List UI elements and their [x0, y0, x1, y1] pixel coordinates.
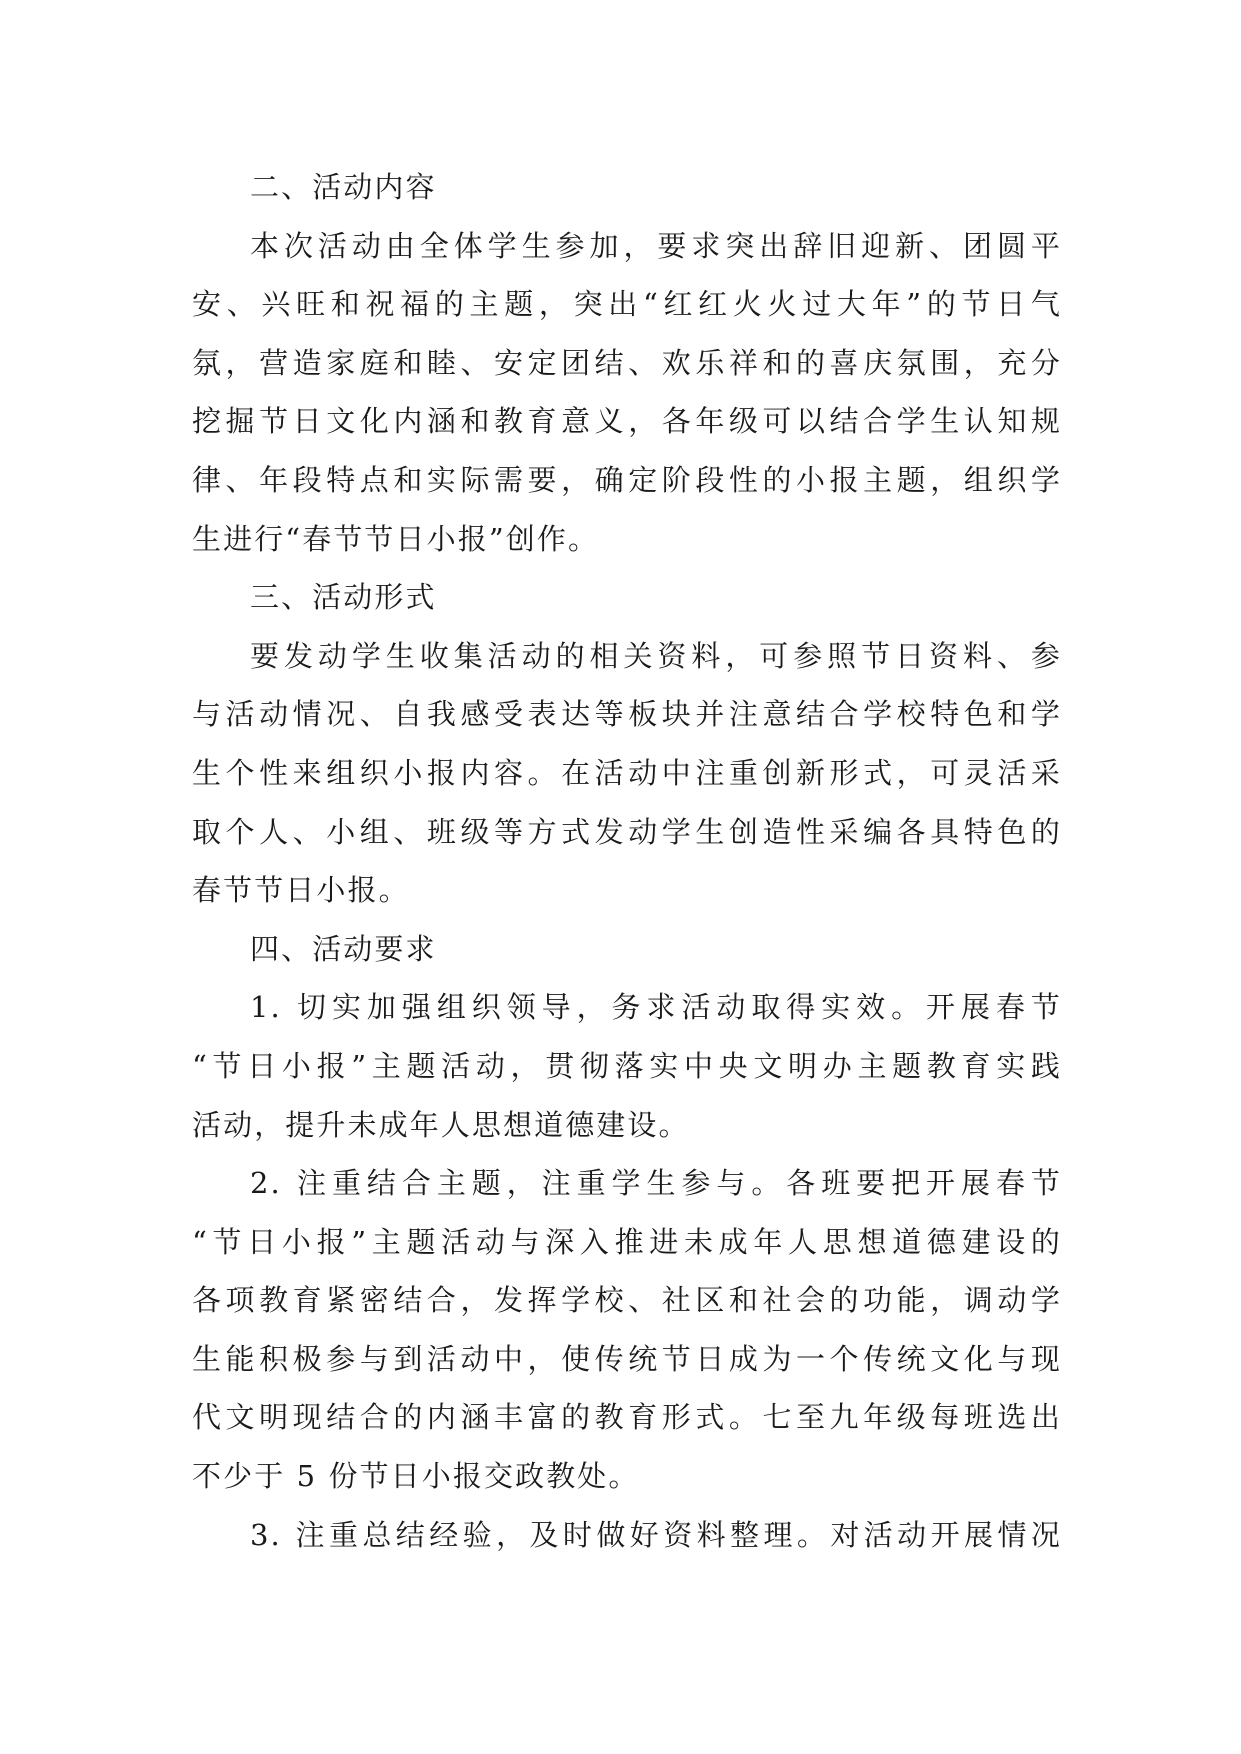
text-line: 氛，营造家庭和睦、安定团结、欢乐祥和的喜庆氛围，充分 — [192, 345, 1062, 380]
text-line: 挖掘节日文化内涵和教育意义，各年级可以结合学生认知规 — [192, 404, 1062, 439]
paragraph — [192, 217, 1062, 569]
section-heading-requirements: 四、活动要求 — [250, 931, 437, 966]
text-line: 代文明现结合的内涵丰富的教育形式。七至九年级每班选出 — [192, 1400, 1062, 1435]
text-line: “节日小报”主题活动，贯彻落实中央文明办主题教育实践 — [192, 1048, 1062, 1083]
text-line: 取个人、小组、班级等方式发动学生创造性采编各具特色的 — [192, 814, 1062, 849]
text-line: 活动，提升未成年人思想道德建设。 — [192, 1107, 690, 1142]
text-line: “节日小报”主题活动与深入推进未成年人思想道德建设的 — [192, 1224, 1062, 1259]
text-line: 与活动情况、自我感受表达等板块并注意结合学校特色和学 — [192, 697, 1062, 732]
text-line: 生个性来组织小报内容。在活动中注重创新形式，可灵活采 — [192, 755, 1062, 790]
text-line: 不少于 5 份节日小报交政教处。 — [192, 1459, 640, 1494]
document-body — [192, 158, 1062, 1564]
text-line: 3. 注重总结经验，及时做好资料整理。对活动开展情况 — [250, 1517, 1062, 1552]
text-line: 安、兴旺和祝福的主题，突出“红红火火过大年”的节日气 — [192, 287, 1062, 322]
text-line: 律、年段特点和实际需要，确定阶段性的小报主题，组织学 — [192, 462, 1062, 497]
text-line: 生进行“春节节日小报”创作。 — [192, 521, 600, 556]
text-line: 要发动学生收集活动的相关资料，可参照节日资料、参 — [250, 638, 1062, 673]
text-line: 春节节日小报。 — [192, 873, 410, 908]
text-line: 生能积极参与到活动中，使传统节日成为一个传统文化与现 — [192, 1341, 1062, 1376]
text-line: 本次活动由全体学生参加，要求突出辞旧迎新、团圆平 — [250, 228, 1062, 263]
paragraph — [192, 1506, 1062, 1565]
section-heading-content: 二、活动内容 — [250, 170, 437, 204]
paragraph — [192, 627, 1062, 920]
text-line: 1. 切实加强组织领导，务求活动取得实效。开展春节 — [250, 990, 1062, 1025]
section-heading-format: 三、活动形式 — [250, 580, 437, 615]
paragraph — [192, 978, 1062, 1154]
text-line: 2. 注重结合主题，注重学生参与。各班要把开展春节 — [250, 1166, 1062, 1201]
paragraph — [192, 1154, 1062, 1506]
text-line: 各项教育紧密结合，发挥学校、社区和社会的功能，调动学 — [192, 1283, 1062, 1318]
